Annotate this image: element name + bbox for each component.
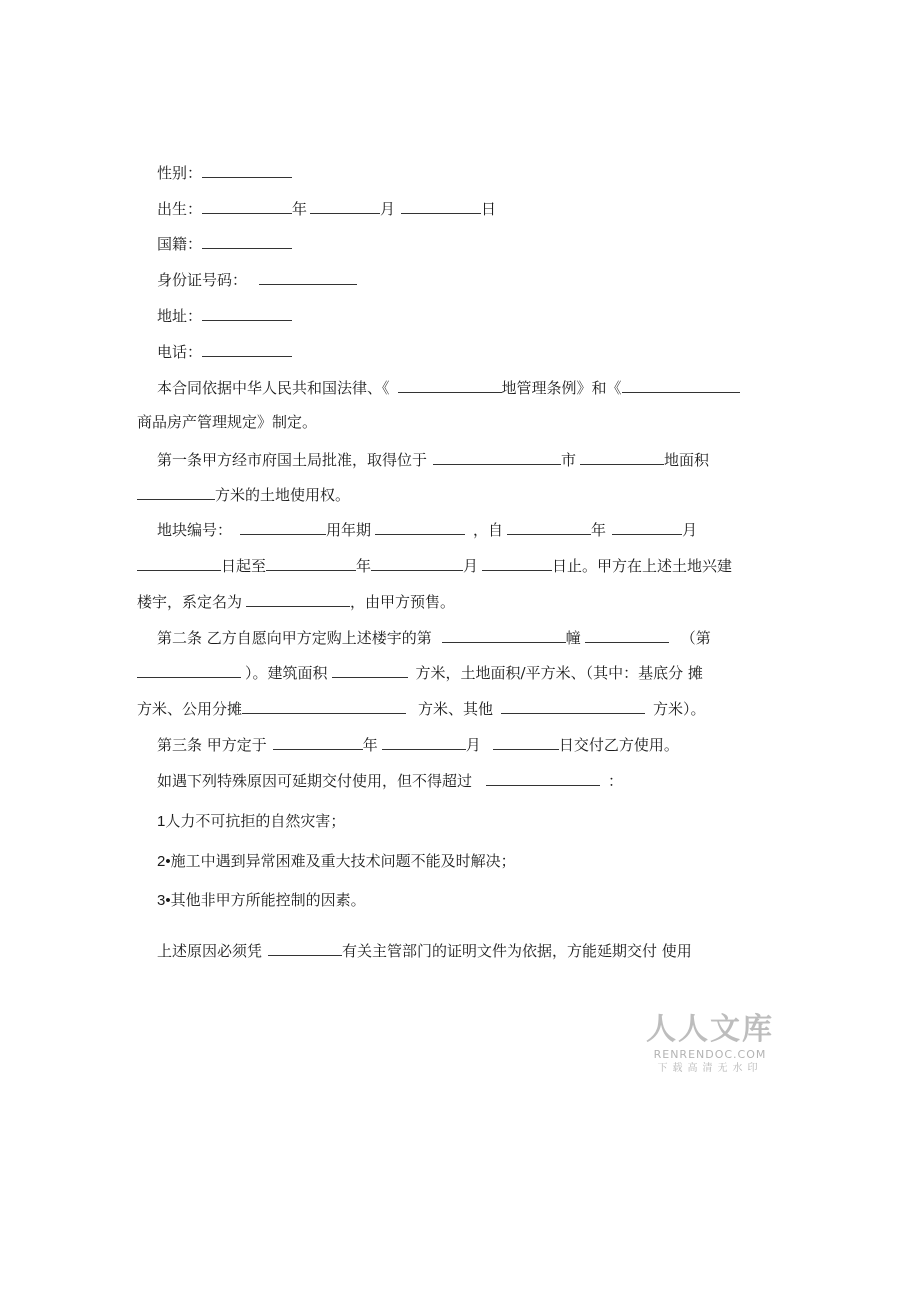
article-2-line-3: 方米、公用分摊 方米、其他 方米）。 [137, 700, 706, 718]
address-field: 地址： [157, 305, 292, 326]
watermark-tagline: 下载高清无水印 [657, 1063, 763, 1074]
article-2-line-2: ）。建筑面积 方米，土地面积/平方米、（其中：基底分 摊 [137, 662, 703, 683]
plot-line-1: 地块编号： 用年期 ，自 年 月 [157, 521, 698, 539]
article-3: 第三条 甲方定于 年 月 日交付乙方使用。 [157, 736, 679, 754]
nationality-field: 国籍： [157, 233, 292, 254]
watermark-site: RENRENDOC.COM [653, 1048, 767, 1061]
article-2-line-1: 第二条 乙方自愿向甲方定购上述楼宇的第 幢 （第 [157, 629, 711, 647]
id-number-field: 身份证号码： [157, 269, 357, 290]
gender-field: 性别： [157, 162, 292, 183]
birth-field: 出生： 年 月 日 [157, 200, 497, 218]
reason-item: 2•施工中遇到异常困难及重大技术问题不能及时解决； [157, 852, 516, 870]
basis-line-2: 商品房产管理规定》制定。 [137, 413, 318, 431]
plot-line-2: 日起至 年 月 日止。甲方在上述土地兴建 [137, 555, 732, 576]
delay-clause: 如遇下列特殊原因可延期交付使用，但不得超过 ： [157, 772, 624, 790]
reason-item: 3•其他非甲方所能控制的因素。 [157, 891, 366, 909]
final-paragraph: 上述原因必须凭 有关主管部门的证明文件为依据，方能延期交付 使用 [157, 942, 692, 960]
basis-line-1: 本合同依据中华人民共和国法律、《 地管理条例》和《 [157, 377, 740, 398]
watermark-logo [640, 1012, 780, 1076]
article-1-line-2: 方米的土地使用权。 [137, 484, 350, 505]
article-1-line-1: 第一条甲方经市府国土局批准，取得位于 市 地面积 [157, 451, 710, 469]
phone-field: 电话： [157, 341, 292, 362]
plot-line-3: 楼宇，系定名为 ，由甲方预售。 [137, 593, 456, 611]
watermark-title: 人人文库 [646, 1012, 774, 1047]
reason-item: 1人力不可抗拒的自然灾害； [157, 812, 346, 830]
